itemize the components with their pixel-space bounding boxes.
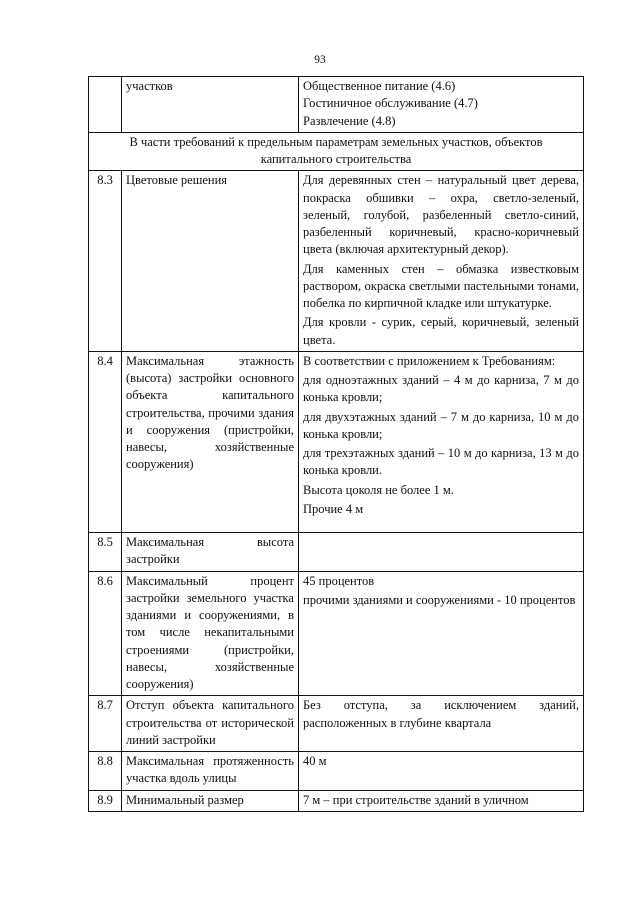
value-paragraph: Высота цоколя не более 1 м. [303,482,454,497]
row-number: 8.4 [89,351,122,532]
row-number: 8.3 [89,171,122,352]
parameter-value-cell [299,790,584,811]
value-paragraph: Для деревянных стен – натуральный цвет дерева, покраска обшивки – охра, светло-зеленый, зеленый, голубой, разбеленный светло-синий, разбеленный коричневый, красно-коричневый цвета (включая архитектурный декор). [303,173,579,257]
parameter-name: Отступ объекта капитального строительства от исторической линий застройки [122,696,299,752]
value-paragraph: Для кровли - сурик, серый, коричневый, зеленый цвета. [303,315,579,347]
value-paragraph: 45 процентов [303,573,375,588]
parameter-value-cell [299,752,584,791]
parameter-name: Цветовые решения [122,171,299,352]
use-type-line: Общественное питание (4.6) [303,79,456,93]
row-number: 8.8 [89,752,122,791]
row-number-cell [89,77,122,133]
use-type-line: Развлечение (4.8) [303,113,396,128]
parameter-value-cell [299,696,584,752]
value-paragraph: Без отступа, за исключением зданий, расположенных в глубине квартала [303,698,579,730]
parameter-name: Максимальная высота застройки [122,533,299,572]
table-row [89,171,584,352]
value-paragraph: В соответствии с приложением к Требованиям: [303,353,556,368]
parameter-value-cell [299,571,584,696]
table-row [89,790,584,811]
value-paragraph: 40 м [303,754,327,768]
table-row [89,752,584,791]
section-header-row [89,132,584,171]
value-paragraph: для трехэтажных зданий – 10 м до карниза, 13 м до конька кровли. [303,446,579,478]
row-number: 8.7 [89,696,122,752]
value-paragraph: Прочие 4 м [303,501,364,516]
use-type-line: Гостиничное обслуживание (4.7) [303,96,478,111]
parameter-name: Минимальный размер [122,790,299,811]
table-row [89,77,584,133]
table-row [89,533,584,572]
value-paragraph: для одноэтажных зданий – 4 м до карниза, 7 м до конька кровли; [303,373,579,405]
section-header: В части требований к предельным параметрам земельных участков, объектов капитального строительства [89,132,584,171]
parameter-name-cell: участков [122,77,299,133]
parameter-name: Максимальная протяженность участка вдоль улицы [122,752,299,791]
parameter-name: Максимальная этажность (высота) застройки основного объекта капитального строительства, прочими здания и сооружения (пристройки, навесы, хозяйственные сооружения) [122,351,299,532]
row-number: 8.5 [89,533,122,572]
table-row [89,696,584,752]
parameter-value-cell [299,533,584,572]
value-paragraph: 7 м – при строительстве зданий в уличном [303,792,529,807]
row-number: 8.9 [89,790,122,811]
table-row [89,351,584,532]
parameter-value-cell [299,171,584,352]
value-paragraph: Для каменных стен – обмазка известковым раствором, окраска светлыми пастельными тонами, побелка по кирпичной кладке или штукатурке. [303,261,579,310]
value-paragraph: для двухэтажных зданий – 7 м до карниза, 10 м до конька кровли; [303,409,579,441]
page-number: 93 [314,54,326,66]
value-paragraph: прочими зданиями и сооружениями - 10 процентов [303,592,576,607]
table-row [89,571,584,696]
row-number: 8.6 [89,571,122,696]
requirements-table [88,76,584,812]
parameter-value-cell [299,77,584,133]
parameter-value-cell [299,351,584,532]
parameter-name: Максимальный процент застройки земельного участка зданиями и сооружениями, в том числе некапитальными строениями (пристройки, навесы, хозяйственные сооружения) [122,571,299,696]
